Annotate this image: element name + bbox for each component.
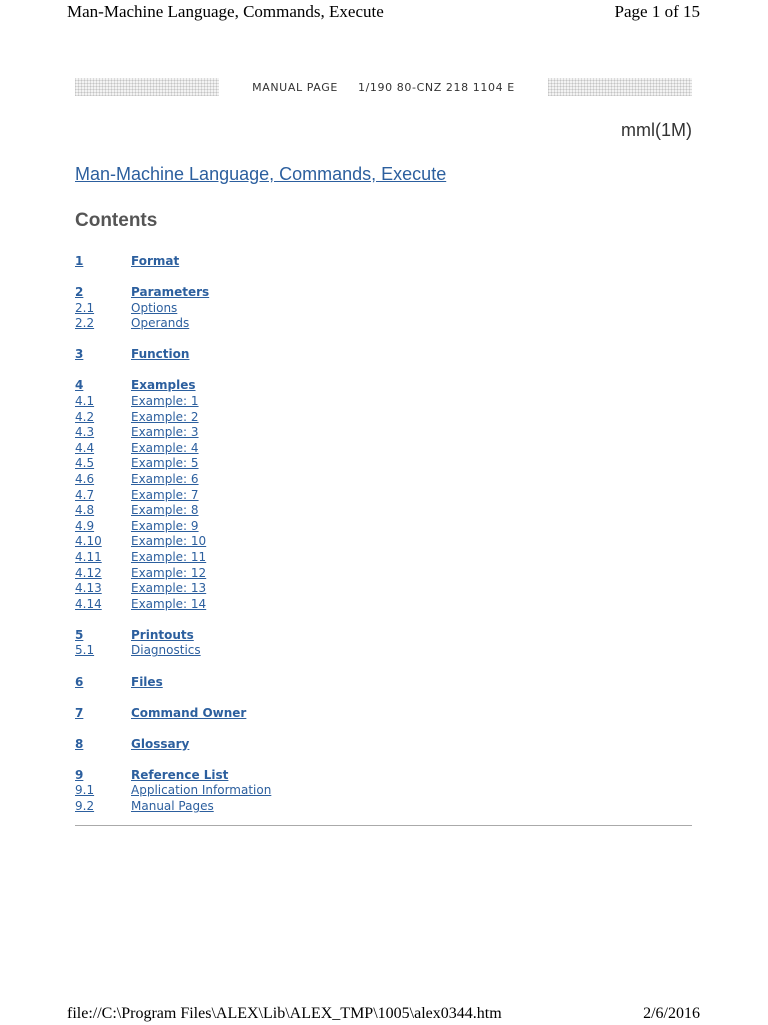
toc-subitem-label-link[interactable]: Example: 9	[131, 518, 199, 533]
toc-item	[75, 768, 692, 784]
toc-section	[75, 737, 692, 753]
toc-subitem	[75, 456, 692, 472]
toc-item-number-link[interactable]: 5	[75, 627, 84, 642]
toc-item-label-link[interactable]: Parameters	[131, 285, 210, 300]
toc-subitem-number-link[interactable]: 2.2	[75, 316, 95, 331]
print-footer	[67, 1003, 700, 1025]
toc-item	[75, 347, 692, 363]
toc-subitem	[75, 410, 692, 426]
toc-item-label-link[interactable]: Format	[131, 254, 180, 268]
toc-subitem-number-link[interactable]: 4.1	[75, 394, 95, 409]
toc-subitem-number-link[interactable]: 4.3	[75, 425, 95, 440]
toc-subitem-number-link[interactable]: 4.12	[75, 565, 102, 580]
divider	[75, 825, 692, 826]
manual-page-banner	[75, 76, 692, 98]
toc-item-number-link[interactable]: 6	[75, 674, 84, 689]
toc-item-number-link[interactable]: 4	[75, 378, 84, 393]
toc-subitem-label-link[interactable]: Example: 5	[131, 456, 199, 471]
toc-subitem	[75, 566, 692, 582]
toc-subitem-label-link[interactable]: Application Information	[131, 783, 272, 798]
page-indicator: Page 1 of 15	[614, 2, 700, 21]
toc-item	[75, 706, 692, 722]
toc-subitem	[75, 503, 692, 519]
toc-item	[75, 675, 692, 691]
toc-item-number-link[interactable]: 1	[75, 254, 84, 268]
document-title-link[interactable]: Man-Machine Language, Commands, Execute	[75, 164, 447, 184]
toc-item-label-link[interactable]: Printouts	[131, 627, 194, 642]
toc-subitem-number-link[interactable]: 4.13	[75, 581, 102, 596]
toc-section	[75, 285, 692, 332]
toc-subitem-number-link[interactable]: 4.10	[75, 534, 102, 549]
toc-subitem	[75, 597, 692, 613]
toc-section	[75, 706, 692, 722]
toc-subitem-label-link[interactable]: Example: 7	[131, 487, 199, 502]
toc-item-label-link[interactable]: Glossary	[131, 736, 190, 751]
print-header-title: Man-Machine Language, Commands, Execute	[67, 2, 384, 21]
toc-item	[75, 285, 692, 301]
banner-label	[219, 81, 548, 94]
toc-item	[75, 254, 692, 270]
toc-subitem-label-link[interactable]: Example: 13	[131, 581, 207, 596]
toc-item-number-link[interactable]: 2	[75, 285, 84, 300]
toc-subitem-label-link[interactable]: Example: 10	[131, 534, 207, 549]
toc-subitem-label-link[interactable]: Operands	[131, 316, 190, 331]
toc-subitem-label-link[interactable]: Example: 8	[131, 503, 199, 518]
toc-subitem	[75, 488, 692, 504]
toc-subitem-number-link[interactable]: 9.2	[75, 799, 95, 814]
toc-item-label-link[interactable]: Files	[131, 674, 163, 689]
toc-subitem-number-link[interactable]: 9.1	[75, 783, 95, 798]
toc-subitem	[75, 301, 692, 317]
toc-subitem-label-link[interactable]: Example: 1	[131, 394, 199, 409]
toc-subitem-label-link[interactable]: Example: 4	[131, 440, 199, 455]
toc-subitem-number-link[interactable]: 4.4	[75, 440, 95, 455]
toc-subitem-number-link[interactable]: 4.9	[75, 518, 95, 533]
toc-subitem-label-link[interactable]: Manual Pages	[131, 799, 214, 814]
toc-subitem-number-link[interactable]: 4.14	[75, 596, 102, 611]
toc-section	[75, 768, 692, 815]
toc-subitem-number-link[interactable]: 4.2	[75, 409, 95, 424]
toc-subitem	[75, 316, 692, 332]
file-path: file://C:\Program Files\ALEX\Lib\ALEX_TMP\1005\alex0344.htm	[67, 1005, 502, 1022]
toc-item	[75, 737, 692, 753]
man-page-id: mml(1M)	[621, 120, 692, 140]
banner-hatch-left	[75, 78, 219, 96]
toc-subitem	[75, 425, 692, 441]
toc-subitem	[75, 550, 692, 566]
toc-subitem	[75, 799, 692, 815]
toc-subitem-label-link[interactable]: Example: 6	[131, 472, 199, 487]
banner-doc-number: 1/190 80-CNZ 218 1104 E	[358, 80, 515, 94]
banner-hatch-right	[548, 78, 692, 96]
toc-subitem-label-link[interactable]: Example: 3	[131, 425, 199, 440]
toc-subitem-number-link[interactable]: 2.1	[75, 300, 95, 315]
contents-heading: Contents	[75, 210, 158, 231]
banner-manual-page: MANUAL PAGE	[252, 80, 338, 94]
toc-subitem-label-link[interactable]: Example: 2	[131, 409, 199, 424]
toc-subitem-number-link[interactable]: 4.11	[75, 550, 102, 564]
toc-subitem	[75, 472, 692, 488]
toc-section	[75, 254, 692, 270]
toc-item-label-link[interactable]: Reference List	[131, 767, 229, 782]
toc-subitem-number-link[interactable]: 4.6	[75, 472, 95, 487]
toc-section	[75, 347, 692, 363]
toc-subitem	[75, 519, 692, 535]
toc-subitem-label-link[interactable]: Example: 11	[131, 550, 207, 564]
toc-subitem	[75, 534, 692, 550]
toc-subitem-label-link[interactable]: Example: 12	[131, 565, 207, 580]
toc-item-label-link[interactable]: Command Owner	[131, 705, 247, 720]
toc-subitem	[75, 643, 692, 659]
toc-subitem-number-link[interactable]: 4.5	[75, 456, 95, 471]
toc-item-number-link[interactable]: 9	[75, 767, 84, 782]
toc-subitem-label-link[interactable]: Example: 14	[131, 596, 207, 611]
toc-subitem-label-link[interactable]: Options	[131, 300, 178, 315]
toc-subitem-number-link[interactable]: 5.1	[75, 643, 95, 658]
toc-subitem	[75, 441, 692, 457]
toc-subitem	[75, 783, 692, 799]
toc-subitem-number-link[interactable]: 4.8	[75, 503, 95, 518]
toc-section	[75, 628, 692, 659]
toc-item-label-link[interactable]: Function	[131, 347, 190, 362]
print-date: 2/6/2016	[643, 1005, 700, 1022]
toc-subitem	[75, 394, 692, 410]
toc-item-number-link[interactable]: 8	[75, 736, 84, 751]
toc-subitem	[75, 581, 692, 597]
table-of-contents	[75, 254, 692, 830]
toc-section	[75, 675, 692, 691]
toc-item-number-link[interactable]: 7	[75, 705, 84, 720]
toc-item-number-link[interactable]: 3	[75, 347, 84, 362]
toc-subitem-label-link[interactable]: Diagnostics	[131, 643, 201, 658]
toc-section	[75, 378, 692, 612]
toc-subitem-number-link[interactable]: 4.7	[75, 487, 95, 502]
toc-item	[75, 628, 692, 644]
toc-item	[75, 378, 692, 394]
toc-item-label-link[interactable]: Examples	[131, 378, 196, 393]
print-header	[67, 0, 700, 24]
